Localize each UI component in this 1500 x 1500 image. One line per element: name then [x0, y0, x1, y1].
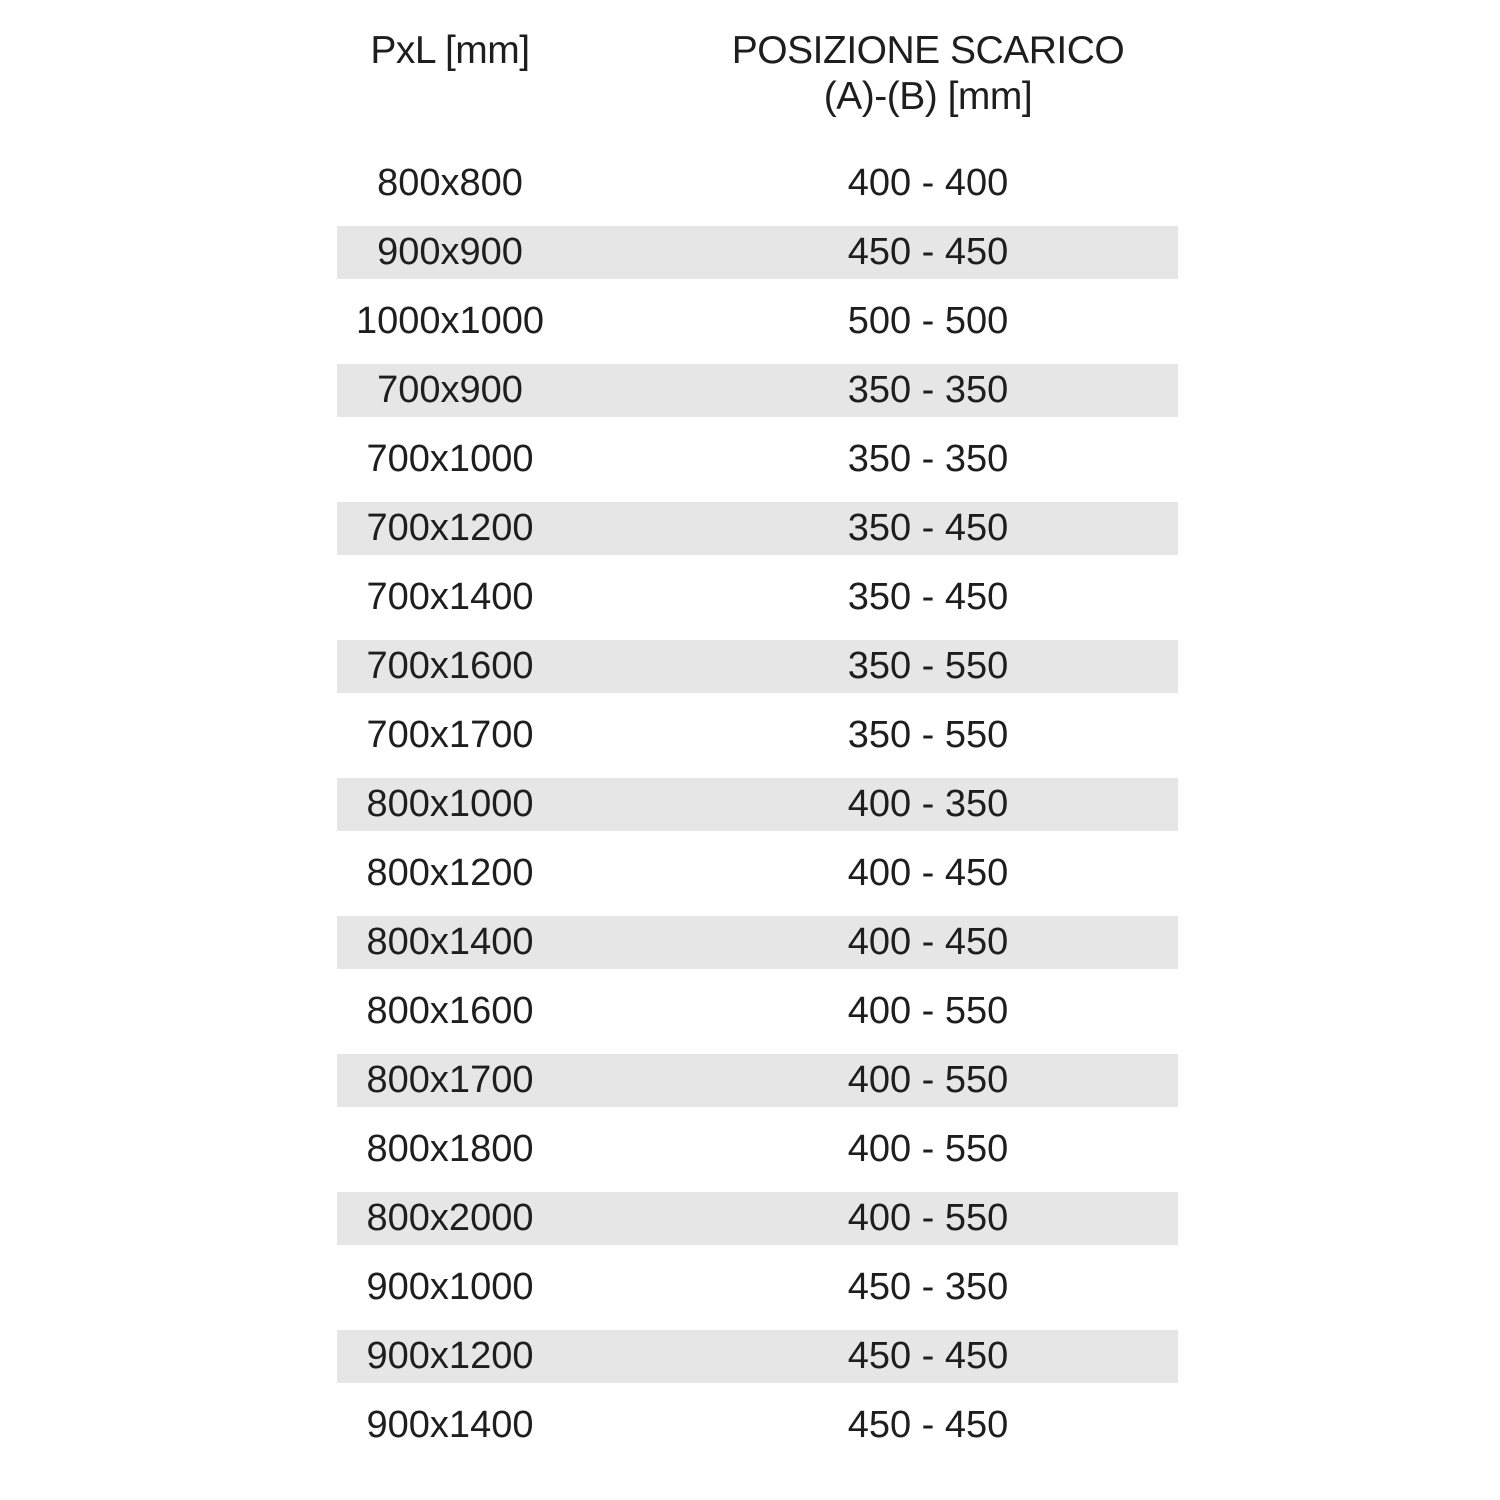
table-row	[337, 977, 1178, 1046]
drain-position-cell: 400 - 450	[847, 921, 1009, 963]
table-row	[337, 356, 1178, 425]
table-row	[337, 632, 1178, 701]
drain-position-cell: 400 - 550	[847, 1197, 1009, 1239]
drain-position-cell: 400 - 550	[847, 1059, 1009, 1101]
size-cell: 900x1200	[366, 1335, 534, 1377]
size-cell: 900x900	[377, 231, 523, 273]
drain-position-cell: 350 - 450	[847, 576, 1009, 618]
size-cell: 700x1200	[366, 507, 534, 549]
drain-position-cell: 400 - 350	[847, 783, 1009, 825]
table-row	[337, 1184, 1178, 1253]
drain-position-cell: 350 - 550	[847, 645, 1009, 687]
table-row	[337, 839, 1178, 908]
table-row	[337, 770, 1178, 839]
size-cell: 700x1400	[366, 576, 534, 618]
size-cell: 700x1000	[366, 438, 534, 480]
column-header-posizione-line2: (A)-(B) [mm]	[823, 75, 1033, 118]
drain-position-cell: 450 - 350	[847, 1266, 1009, 1308]
size-cell: 700x900	[377, 369, 523, 411]
table-row	[337, 563, 1178, 632]
table-row	[337, 1391, 1178, 1460]
drain-position-cell: 500 - 500	[847, 300, 1009, 342]
drain-position-cell: 400 - 450	[847, 852, 1009, 894]
drain-position-cell: 350 - 450	[847, 507, 1009, 549]
drain-position-cell: 350 - 350	[847, 438, 1009, 480]
drain-position-cell: 450 - 450	[847, 1335, 1009, 1377]
table-body	[337, 149, 1178, 1460]
table-row	[337, 1115, 1178, 1184]
table-row	[337, 908, 1178, 977]
column-header-posizione-scarico	[563, 28, 1178, 120]
size-cell: 800x2000	[366, 1197, 534, 1239]
table-row	[337, 701, 1178, 770]
table-row	[337, 425, 1178, 494]
table-row	[337, 494, 1178, 563]
size-cell: 800x1800	[366, 1128, 534, 1170]
drain-position-cell: 400 - 550	[847, 990, 1009, 1032]
drain-position-cell: 350 - 550	[847, 714, 1009, 756]
drain-position-cell: 400 - 550	[847, 1128, 1009, 1170]
size-cell: 800x1600	[366, 990, 534, 1032]
drain-position-cell: 350 - 350	[847, 369, 1009, 411]
size-position-table	[337, 28, 1178, 1460]
table-row	[337, 1253, 1178, 1322]
size-cell: 800x1400	[366, 921, 534, 963]
size-cell: 800x800	[377, 162, 523, 204]
table-header	[337, 28, 1178, 120]
drain-position-cell: 400 - 400	[847, 162, 1009, 204]
size-cell: 700x1700	[366, 714, 534, 756]
table-row	[337, 287, 1178, 356]
size-cell: 800x1200	[366, 852, 534, 894]
table-row	[337, 149, 1178, 218]
table-row	[337, 1322, 1178, 1391]
column-header-pxl: PxL [mm]	[370, 29, 530, 72]
drain-position-cell: 450 - 450	[847, 231, 1009, 273]
table-row	[337, 1046, 1178, 1115]
size-cell: 900x1400	[366, 1404, 534, 1446]
column-header-posizione-line1: POSIZIONE SCARICO	[731, 29, 1125, 72]
size-cell: 900x1000	[366, 1266, 534, 1308]
size-cell: 700x1600	[366, 645, 534, 687]
drain-position-cell: 450 - 450	[847, 1404, 1009, 1446]
table-row	[337, 218, 1178, 287]
size-cell: 800x1000	[366, 783, 534, 825]
size-cell: 1000x1000	[355, 300, 545, 342]
size-cell: 800x1700	[366, 1059, 534, 1101]
